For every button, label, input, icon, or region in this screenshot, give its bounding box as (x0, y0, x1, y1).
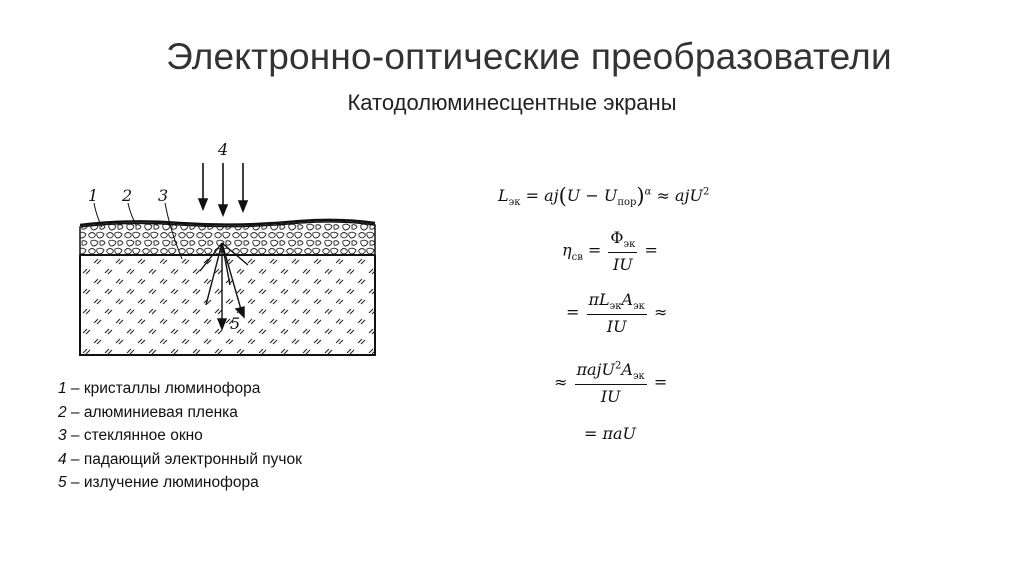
formula-efficiency: $\eta_{св}$ = $\frac{\Phi_{эк}}{IU}$ = (562, 228, 658, 275)
formula-luminance: $L_{эк} = aj(U - U_{пор})^\alpha \approx ajU^2$ (498, 184, 710, 209)
phosphor-crystal-layer (80, 222, 375, 255)
incoming-beam-arrows (199, 163, 247, 215)
page-title: Электронно-оптические преобразователи (166, 36, 892, 77)
diagram-label-5: 5 (230, 314, 241, 333)
diagram-label-4: 4 (218, 140, 229, 159)
formulas (470, 168, 770, 458)
legend-item: 2 – алюминиевая пленка (58, 403, 238, 421)
diagram-label-3: 3 (158, 186, 169, 205)
diagram-label-1: 1 (88, 186, 99, 205)
formula-expand-1: = $\frac{\pi L_{эк}A_{эк}}{IU}$ ≈ (566, 290, 668, 337)
page-subtitle: Катодолюминесцентные экраны (347, 90, 677, 115)
legend (58, 377, 302, 495)
legend-item: 3 – стеклянное окно (58, 427, 203, 444)
legend-item: 1 – кристаллы люминофора (58, 380, 261, 397)
formula-expand-2: ≈ $\frac{\pi ajU^2A_{эк}}{IU}$ = (554, 360, 668, 407)
formula-result: = πaU (584, 424, 637, 443)
legend-item: 5 – излучение люминофора (58, 474, 259, 491)
diagram-label-2: 2 (122, 186, 133, 205)
legend-item: 4 – падающий электронный пучок (58, 450, 302, 468)
phosphor-screen-diagram (70, 135, 390, 370)
